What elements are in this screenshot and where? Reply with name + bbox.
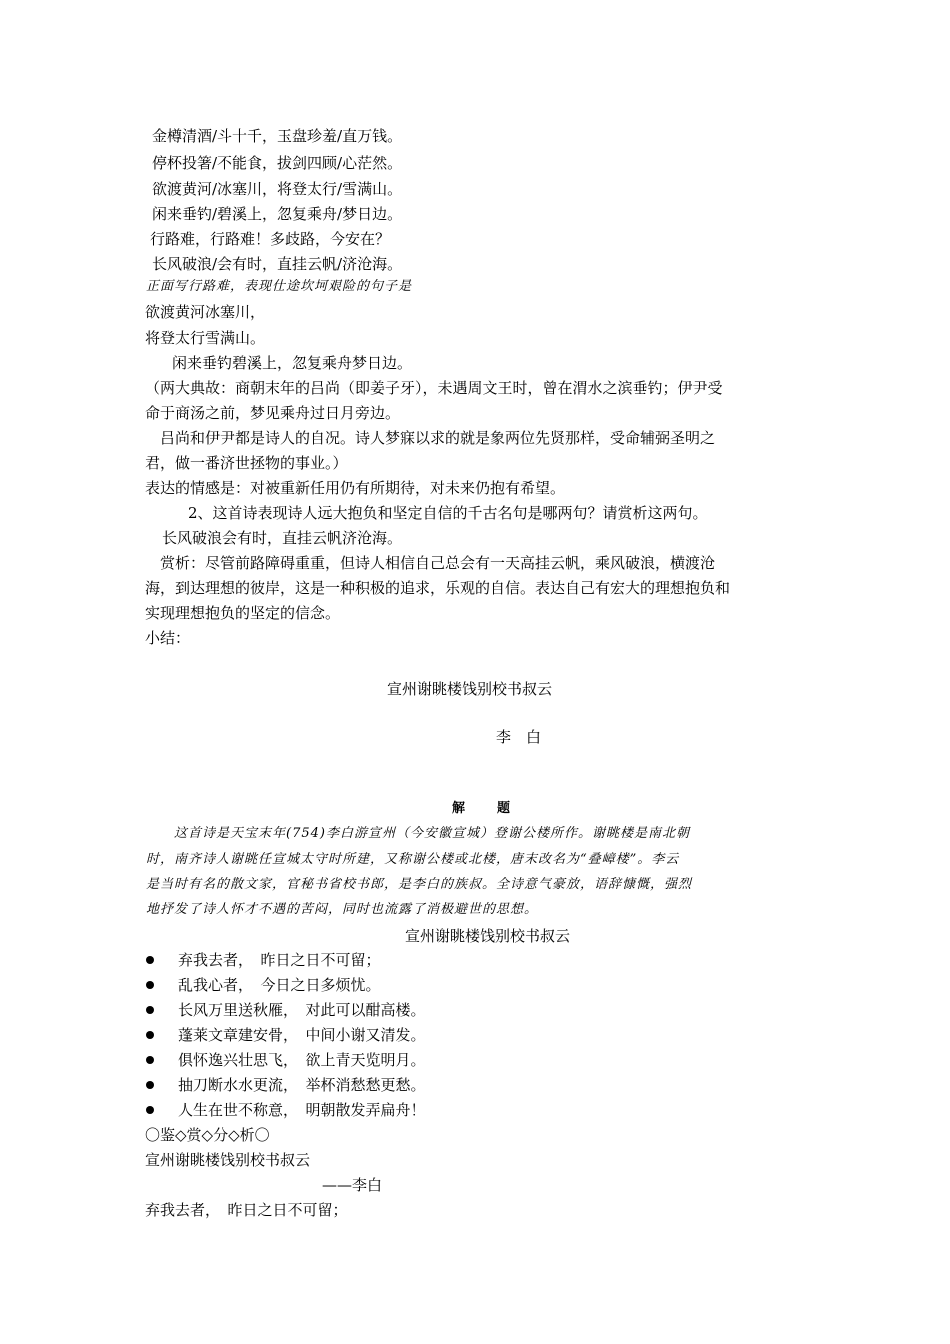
bullet-line: 人生在世不称意， 明朝散发弄扁舟！ bbox=[178, 1101, 426, 1119]
bullet-line: 乱我心者， 今日之日多烦忧。 bbox=[178, 976, 381, 994]
question-1-label: 正面写行路难，表现仕途坎坷艰险的句子是 bbox=[146, 279, 413, 294]
bullet-icon bbox=[146, 1031, 154, 1039]
emotion-text: 表达的情感是：对被重新任用仍有所期待，对未来仍抱有希望。 bbox=[145, 479, 566, 497]
poem-line: 闲来垂钓/碧溪上，忽复乘舟/梦日边。 bbox=[152, 205, 403, 223]
poem-line: 欲渡黄河/冰塞川，将登太行/雪满山。 bbox=[152, 180, 403, 198]
bullet-line: 蓬莱文章建安骨， 中间小谢又清发。 bbox=[178, 1026, 426, 1044]
poem-title-repeat: 宣州谢眺楼饯别校书叔云 bbox=[405, 927, 571, 945]
poem-author-dash: ——李白 bbox=[322, 1176, 383, 1194]
bullet-icon bbox=[146, 956, 154, 964]
allusion-text: 吕尚和伊尹都是诗人的自况。诗人梦寐以求的就是象两位先贤那样，受命辅弼圣明之 bbox=[160, 429, 716, 447]
allusion-text: 君，做一番济世拯物的事业。） bbox=[145, 454, 348, 472]
bullet-line: 抽刀断水水更流， 举杯消愁愁更愁。 bbox=[178, 1076, 426, 1094]
allusion-text: 命于商汤之前，梦见乘舟过日月旁边。 bbox=[145, 404, 401, 422]
allusion-text: （两大典故：商朝末年的吕尚（即姜子牙），未遇周文王时，曾在渭水之滨垂钓；伊尹受 bbox=[145, 379, 723, 397]
appreciation-heading: 〇鉴◇赏◇分◇析〇 bbox=[145, 1126, 270, 1144]
poem-line: 停杯投箸/不能食，拔剑四顾/心茫然。 bbox=[152, 154, 403, 172]
appreciation-text: 赏析：尽管前路障碍重重，但诗人相信自己总会有一天高挂云帆，乘风破浪，横渡沧 bbox=[160, 554, 716, 572]
bullet-icon bbox=[146, 981, 154, 989]
jieti-line: 这首诗是天宝末年(754)李白游宣州（今安徽宣城）登谢公楼所作。谢眺楼是南北朝 bbox=[174, 826, 690, 841]
poem-author: 李 白 bbox=[496, 728, 542, 746]
bullet-icon bbox=[146, 1081, 154, 1089]
bullet-icon bbox=[146, 1106, 154, 1114]
bullet-icon bbox=[146, 1006, 154, 1014]
jieti-line: 时，南齐诗人谢眺任宣城太守时所建，又称谢公楼或北楼，唐末改名为“叠嶂楼”。李云 bbox=[146, 852, 680, 867]
poem-line: 金樽清酒/斗十千，玉盘珍羞/直万钱。 bbox=[152, 127, 403, 145]
appreciation-text: 海，到达理想的彼岸，这是一种积极的追求，乐观的自信。表达自己有宏大的理想抱负和 bbox=[145, 579, 731, 597]
bullet-icon bbox=[146, 1056, 154, 1064]
answer-line: 闲来垂钓碧溪上，忽复乘舟梦日边。 bbox=[172, 354, 413, 372]
answer-line: 将登太行雪满山。 bbox=[145, 329, 266, 347]
jieti-line: 是当时有名的散文家，官秘书省校书郎，是李白的族叔。全诗意气豪放，语辞慷慨，强烈 bbox=[146, 877, 693, 892]
summary-label: 小结： bbox=[145, 629, 191, 647]
appreciation-text: 实现理想抱负的坚定的信念。 bbox=[145, 604, 341, 622]
jieti-line: 地抒发了诗人怀才不遇的苦闷，同时也流露了消极避世的思想。 bbox=[146, 902, 539, 917]
bullet-line: 俱怀逸兴壮思飞， 欲上青天览明月。 bbox=[178, 1051, 426, 1069]
poem-first-line: 弃我去者， 昨日之日不可留； bbox=[145, 1201, 348, 1219]
bullet-line: 弃我去者， 昨日之日不可留； bbox=[178, 951, 381, 969]
question-2: 2、这首诗表现诗人远大抱负和坚定自信的千古名句是哪两句？请赏析这两句。 bbox=[188, 504, 708, 522]
jieti-heading: 解 题 bbox=[452, 801, 513, 816]
answer-line: 欲渡黄河冰塞川， bbox=[145, 303, 266, 321]
poem-title: 宣州谢眺楼饯别校书叔云 bbox=[387, 680, 553, 698]
bullet-line: 长风万里送秋雁， 对此可以酣高楼。 bbox=[178, 1001, 426, 1019]
question-2-answer: 长风破浪会有时，直挂云帆济沧海。 bbox=[162, 529, 403, 547]
poem-line: 长风破浪/会有时，直挂云帆/济沧海。 bbox=[152, 255, 403, 273]
poem-line: 行路难，行路难！多歧路，今安在？ bbox=[150, 230, 391, 248]
poem-title-again: 宣州谢眺楼饯别校书叔云 bbox=[145, 1151, 311, 1169]
